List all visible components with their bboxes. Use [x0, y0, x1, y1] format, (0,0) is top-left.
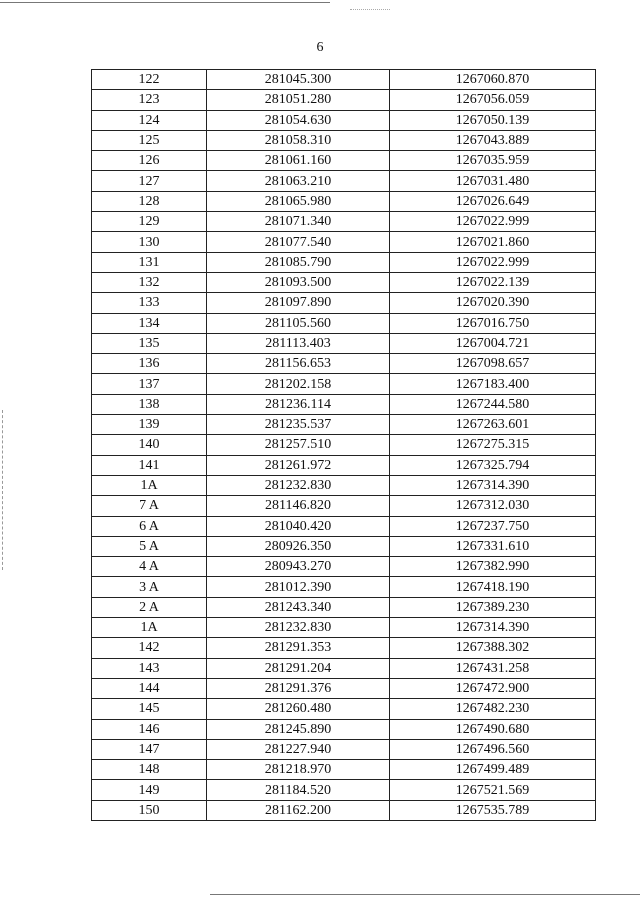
x-coordinate-cell: 281061.160	[207, 151, 390, 171]
x-coordinate-cell: 280926.350	[207, 536, 390, 556]
x-coordinate-cell: 281162.200	[207, 800, 390, 820]
table-row	[92, 536, 596, 556]
scan-edge-top	[0, 2, 330, 3]
x-coordinate-cell: 281291.376	[207, 678, 390, 698]
table-row	[92, 394, 596, 414]
table-row	[92, 212, 596, 232]
table-row	[92, 191, 596, 211]
y-coordinate-cell: 1267031.480	[390, 171, 596, 191]
y-coordinate-cell: 1267056.059	[390, 90, 596, 110]
x-coordinate-cell: 281257.510	[207, 435, 390, 455]
y-coordinate-cell: 1267098.657	[390, 354, 596, 374]
y-coordinate-cell: 1267244.580	[390, 394, 596, 414]
point-number-cell: 142	[92, 638, 207, 658]
table-row	[92, 90, 596, 110]
table-row	[92, 374, 596, 394]
x-coordinate-cell: 281261.972	[207, 455, 390, 475]
table-row	[92, 800, 596, 820]
table-row	[92, 577, 596, 597]
table-row	[92, 70, 596, 90]
point-number-cell: 6 A	[92, 516, 207, 536]
x-coordinate-cell: 281105.560	[207, 313, 390, 333]
x-coordinate-cell: 281051.280	[207, 90, 390, 110]
y-coordinate-cell: 1267496.560	[390, 739, 596, 759]
x-coordinate-cell: 281235.537	[207, 415, 390, 435]
y-coordinate-cell: 1267490.680	[390, 719, 596, 739]
point-number-cell: 130	[92, 232, 207, 252]
y-coordinate-cell: 1267382.990	[390, 557, 596, 577]
point-number-cell: 131	[92, 252, 207, 272]
table-row	[92, 130, 596, 150]
x-coordinate-cell: 281063.210	[207, 171, 390, 191]
y-coordinate-cell: 1267482.230	[390, 699, 596, 719]
table-row	[92, 110, 596, 130]
x-coordinate-cell: 281040.420	[207, 516, 390, 536]
point-number-cell: 143	[92, 658, 207, 678]
x-coordinate-cell: 281245.890	[207, 719, 390, 739]
point-number-cell: 146	[92, 719, 207, 739]
y-coordinate-cell: 1267521.569	[390, 780, 596, 800]
point-number-cell: 144	[92, 678, 207, 698]
table-row	[92, 597, 596, 617]
point-number-cell: 150	[92, 800, 207, 820]
point-number-cell: 3 A	[92, 577, 207, 597]
x-coordinate-cell: 281236.114	[207, 394, 390, 414]
point-number-cell: 4 A	[92, 557, 207, 577]
y-coordinate-cell: 1267043.889	[390, 130, 596, 150]
y-coordinate-cell: 1267237.750	[390, 516, 596, 536]
y-coordinate-cell: 1267431.258	[390, 658, 596, 678]
table-row	[92, 272, 596, 292]
y-coordinate-cell: 1267472.900	[390, 678, 596, 698]
y-coordinate-cell: 1267022.999	[390, 252, 596, 272]
y-coordinate-cell: 1267020.390	[390, 293, 596, 313]
table-row	[92, 435, 596, 455]
y-coordinate-cell: 1267325.794	[390, 455, 596, 475]
table-row	[92, 232, 596, 252]
point-number-cell: 122	[92, 70, 207, 90]
point-number-cell: 147	[92, 739, 207, 759]
table-row	[92, 333, 596, 353]
y-coordinate-cell: 1267183.400	[390, 374, 596, 394]
table-row	[92, 719, 596, 739]
y-coordinate-cell: 1267263.601	[390, 415, 596, 435]
x-coordinate-cell: 281227.940	[207, 739, 390, 759]
x-coordinate-cell: 280943.270	[207, 557, 390, 577]
x-coordinate-cell: 281232.830	[207, 618, 390, 638]
point-number-cell: 148	[92, 760, 207, 780]
y-coordinate-cell: 1267418.190	[390, 577, 596, 597]
y-coordinate-cell: 1267499.489	[390, 760, 596, 780]
point-number-cell: 127	[92, 171, 207, 191]
x-coordinate-cell: 281218.970	[207, 760, 390, 780]
point-number-cell: 124	[92, 110, 207, 130]
table-row	[92, 658, 596, 678]
table-row	[92, 516, 596, 536]
table-row	[92, 760, 596, 780]
x-coordinate-cell: 281097.890	[207, 293, 390, 313]
x-coordinate-cell: 281232.830	[207, 475, 390, 495]
x-coordinate-cell: 281054.630	[207, 110, 390, 130]
point-number-cell: 128	[92, 191, 207, 211]
table-row	[92, 151, 596, 171]
point-number-cell: 134	[92, 313, 207, 333]
table-row	[92, 475, 596, 495]
point-number-cell: 133	[92, 293, 207, 313]
table-row	[92, 455, 596, 475]
point-number-cell: 140	[92, 435, 207, 455]
x-coordinate-cell: 281184.520	[207, 780, 390, 800]
table-row	[92, 252, 596, 272]
y-coordinate-cell: 1267312.030	[390, 496, 596, 516]
point-number-cell: 126	[92, 151, 207, 171]
x-coordinate-cell: 281146.820	[207, 496, 390, 516]
x-coordinate-cell: 281113.403	[207, 333, 390, 353]
table-row	[92, 739, 596, 759]
point-number-cell: 1A	[92, 618, 207, 638]
y-coordinate-cell: 1267314.390	[390, 618, 596, 638]
y-coordinate-cell: 1267022.139	[390, 272, 596, 292]
point-number-cell: 145	[92, 699, 207, 719]
x-coordinate-cell: 281077.540	[207, 232, 390, 252]
y-coordinate-cell: 1267060.870	[390, 70, 596, 90]
y-coordinate-cell: 1267022.999	[390, 212, 596, 232]
point-number-cell: 123	[92, 90, 207, 110]
y-coordinate-cell: 1267021.860	[390, 232, 596, 252]
x-coordinate-cell: 281260.480	[207, 699, 390, 719]
scan-edge-left	[2, 410, 3, 570]
table-row	[92, 557, 596, 577]
x-coordinate-cell: 281045.300	[207, 70, 390, 90]
x-coordinate-cell: 281085.790	[207, 252, 390, 272]
x-coordinate-cell: 281058.310	[207, 130, 390, 150]
x-coordinate-cell: 281065.980	[207, 191, 390, 211]
point-number-cell: 132	[92, 272, 207, 292]
point-number-cell: 129	[92, 212, 207, 232]
table-row	[92, 415, 596, 435]
x-coordinate-cell: 281243.340	[207, 597, 390, 617]
table-row	[92, 171, 596, 191]
table-row	[92, 780, 596, 800]
y-coordinate-cell: 1267535.789	[390, 800, 596, 820]
table-row	[92, 699, 596, 719]
point-number-cell: 137	[92, 374, 207, 394]
point-number-cell: 7 A	[92, 496, 207, 516]
y-coordinate-cell: 1267331.610	[390, 536, 596, 556]
point-number-cell: 5 A	[92, 536, 207, 556]
table-row	[92, 678, 596, 698]
y-coordinate-cell: 1267016.750	[390, 313, 596, 333]
x-coordinate-cell: 281156.653	[207, 354, 390, 374]
table-row	[92, 293, 596, 313]
point-number-cell: 1A	[92, 475, 207, 495]
point-number-cell: 141	[92, 455, 207, 475]
point-number-cell: 149	[92, 780, 207, 800]
y-coordinate-cell: 1267004.721	[390, 333, 596, 353]
scan-edge-bottom	[210, 894, 640, 895]
y-coordinate-cell: 1267026.649	[390, 191, 596, 211]
point-number-cell: 136	[92, 354, 207, 374]
table-row	[92, 496, 596, 516]
x-coordinate-cell: 281093.500	[207, 272, 390, 292]
y-coordinate-cell: 1267050.139	[390, 110, 596, 130]
y-coordinate-cell: 1267275.315	[390, 435, 596, 455]
x-coordinate-cell: 281071.340	[207, 212, 390, 232]
coordinates-table	[91, 69, 596, 821]
table-row	[92, 354, 596, 374]
point-number-cell: 135	[92, 333, 207, 353]
x-coordinate-cell: 281202.158	[207, 374, 390, 394]
table-row	[92, 638, 596, 658]
scan-edge-top-dotted	[350, 9, 390, 10]
x-coordinate-cell: 281291.204	[207, 658, 390, 678]
page-number: 6	[316, 40, 324, 55]
point-number-cell: 139	[92, 415, 207, 435]
table-row	[92, 618, 596, 638]
point-number-cell: 125	[92, 130, 207, 150]
y-coordinate-cell: 1267389.230	[390, 597, 596, 617]
table-row	[92, 313, 596, 333]
point-number-cell: 2 A	[92, 597, 207, 617]
y-coordinate-cell: 1267035.959	[390, 151, 596, 171]
x-coordinate-cell: 281012.390	[207, 577, 390, 597]
point-number-cell: 138	[92, 394, 207, 414]
x-coordinate-cell: 281291.353	[207, 638, 390, 658]
y-coordinate-cell: 1267388.302	[390, 638, 596, 658]
y-coordinate-cell: 1267314.390	[390, 475, 596, 495]
coordinates-table-body	[92, 70, 596, 821]
